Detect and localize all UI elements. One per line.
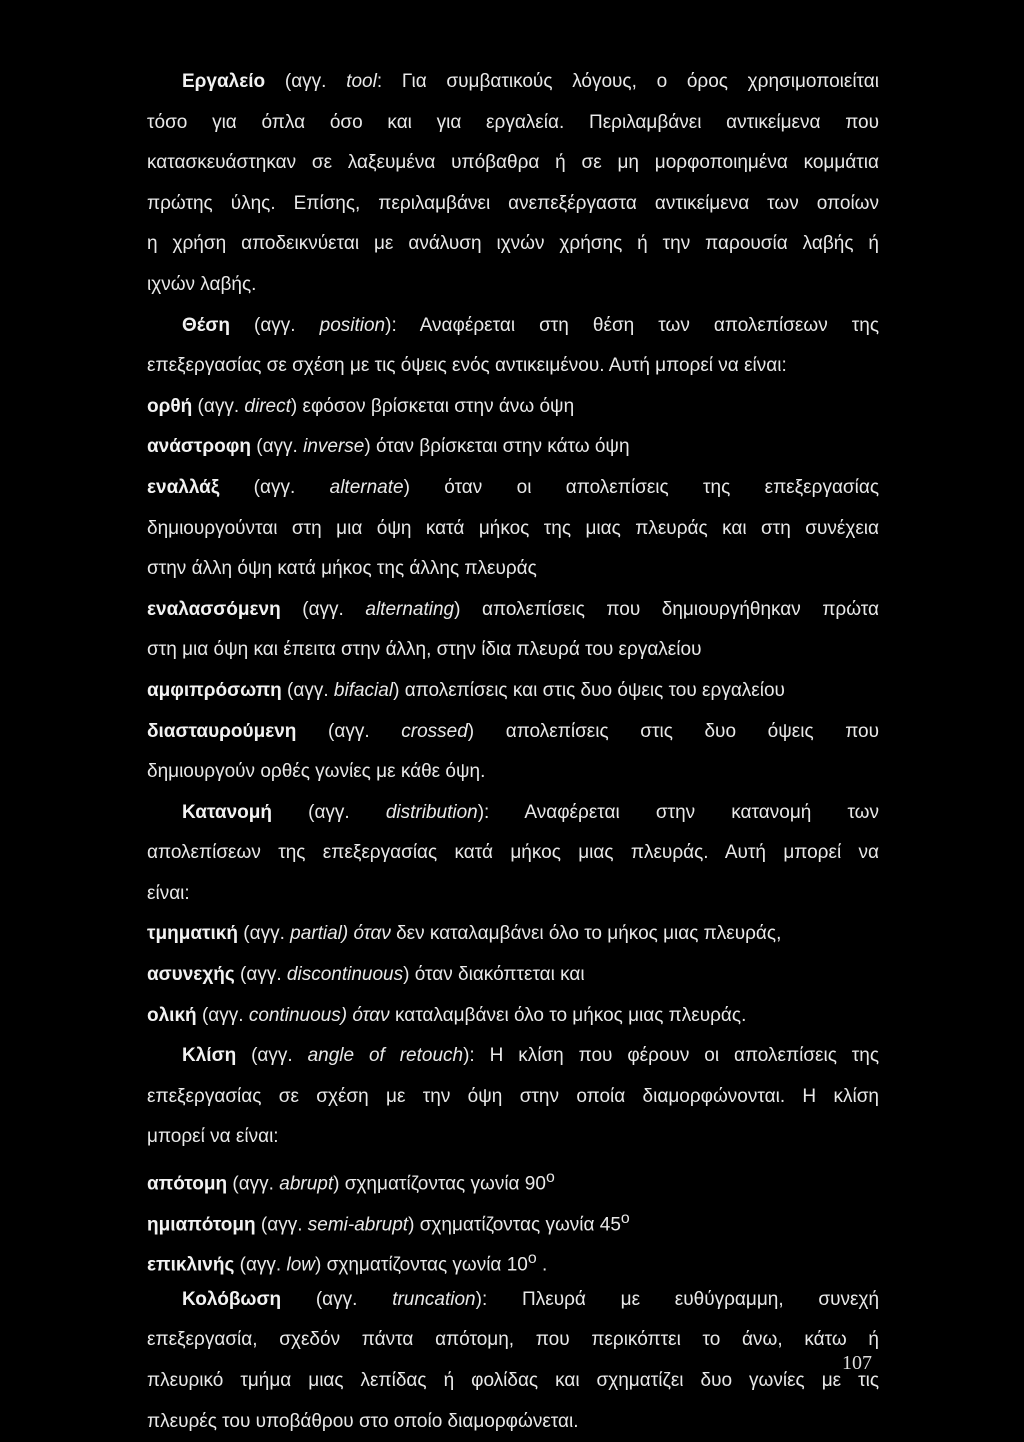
text-line: απολεπίσεων της επεξεργασίας κατά μήκος μιας πλευράς. Αυτή μπορεί να xyxy=(147,842,879,864)
text-line: στην άλλη όψη κατά μήκος της άλλης πλευράς xyxy=(147,558,537,580)
term-label: επικλινής xyxy=(147,1254,235,1276)
term-label: ημιαπότομη xyxy=(147,1213,256,1235)
text-line: ιχνών λαβής. xyxy=(147,273,257,295)
text-line: ημιαπότομη (αγγ. semi-abrupt) σχηματίζοντας γωνία $45^o$ xyxy=(147,1209,630,1235)
text-line: ασυνεχής (αγγ. discontinuous) όταν διακόπτεται και xyxy=(147,964,585,986)
text-line: απότομη (αγγ. abrupt) σχηματίζοντας γωνία $90^o$ xyxy=(147,1169,555,1195)
text-line: είναι: xyxy=(147,882,190,904)
text-line: Θέση (αγγ. position): Αναφέρεται στη θέση των απολεπίσεων της xyxy=(182,314,879,336)
text-line: εναλλάξ (αγγ. alternate) όταν οι απολεπίσεις της επεξεργασίας xyxy=(147,476,880,498)
text-line: πλευρές του υποβάθρου στο οποίο διαμορφώνεται. xyxy=(147,1410,579,1432)
term-label: αμφιπρόσωπη xyxy=(147,679,282,701)
term-label: διασταυρούμενη xyxy=(147,720,297,742)
text-line: Κολόβωση (αγγ. truncation): Πλευρά με ευθύγραμμη, συνεχή xyxy=(182,1288,880,1310)
text-line: διασταυρούμενη (αγγ. crossed) απολεπίσεις στις δυο όψεις που xyxy=(147,720,880,742)
term-label: ολική xyxy=(147,1004,197,1026)
text-line: τόσο για όπλα όσο και για εργαλεία. Περιλαμβάνει αντικείμενα που xyxy=(147,111,879,133)
term-heading: Κλίση xyxy=(182,1045,237,1067)
term-label: ανάστροφη xyxy=(147,436,251,458)
term-label: απότομη xyxy=(147,1173,228,1195)
page-number: 107 xyxy=(842,1352,872,1374)
text-line: ορθή (αγγ. direct) εφόσον βρίσκεται στην άνω όψη xyxy=(147,395,575,417)
text-line: επεξεργασίας σε σχέση με τις όψεις ενός αντικειμένου. Αυτή μπορεί να είναι: xyxy=(147,355,787,377)
document-body xyxy=(147,62,879,1442)
term-heading: Κολόβωση xyxy=(182,1288,282,1310)
term-heading: Κατανομή xyxy=(182,801,272,823)
term-label: τμηματική xyxy=(147,923,238,945)
text-line: πλευρικό τμήμα μιας λεπίδας ή φολίδας και σχηματίζει δυο γωνίες με τις xyxy=(147,1370,879,1391)
text-line: επεξεργασία, σχεδόν πάντα απότομη, που περικόπτει το άνω, κάτω ή xyxy=(147,1329,879,1351)
term-label: ασυνεχής xyxy=(147,964,235,986)
term-label: ορθή xyxy=(147,395,193,417)
text-line: μπορεί να είναι: xyxy=(147,1126,279,1148)
text-line: Κλίση (αγγ. angle of retouch): Η κλίση που φέρουν οι απολεπίσεις της xyxy=(182,1045,880,1067)
text-line: πρώτης ύλης. Επίσης, περιλαμβάνει ανεπεξέργαστα αντικείμενα των οποίων xyxy=(147,192,879,214)
term-heading: Εργαλείο xyxy=(182,71,266,92)
text-line: επικλινής (αγγ. low) σχηματίζοντας γωνία $10^o$ . xyxy=(147,1250,548,1276)
text-line: δημιουργούν ορθές γωνίες με κάθε όψη. xyxy=(147,761,486,783)
term-label: εναλλάξ xyxy=(147,476,220,498)
text-line: κατασκευάστηκαν σε λαξευμένα υπόβαθρα ή σε μη μορφοποιημένα κομμάτια xyxy=(147,152,879,174)
text-line: ανάστροφη (αγγ. inverse) όταν βρίσκεται στην κάτω όψη xyxy=(147,436,630,458)
text-line: στη μια όψη και έπειτα στην άλλη, στην ίδια πλευρά του εργαλείου xyxy=(147,639,702,661)
text-line: Κατανομή (αγγ. distribution): Αναφέρεται στην κατανομή των xyxy=(182,801,880,823)
text-line: τμηματική (αγγ. partial) όταν δεν καταλαμβάνει όλο το μήκος μιας πλευράς, xyxy=(147,923,782,945)
term-heading: Θέση xyxy=(182,314,230,336)
text-line: η χρήση αποδεικνύεται με ανάλυση ιχνών χρήσης ή την παρουσία λαβής ή xyxy=(147,233,879,255)
text-line: εναλασσόμενη (αγγ. alternating) απολεπίσεις που δημιουργήθηκαν πρώτα xyxy=(147,598,880,620)
text-line: δημιουργούνται στη μια όψη κατά μήκος της μιας πλευράς και στη συνέχεια xyxy=(147,517,879,539)
text-line: Εργαλείο (αγγ. tool: Για συμβατικούς λόγους, ο όρος χρησιμοποιείται xyxy=(182,71,879,92)
text-line: αμφιπρόσωπη (αγγ. bifacial) απολεπίσεις και στις δυο όψεις του εργαλείου xyxy=(147,679,785,701)
text-line: επεξεργασίας σε σχέση με την όψη στην οποία διαμορφώνονται. Η κλίση xyxy=(147,1085,879,1107)
term-label: εναλασσόμενη xyxy=(147,598,281,620)
text-line: ολική (αγγ. continuous) όταν καταλαμβάνει όλο το μήκος μιας πλευράς. xyxy=(147,1004,747,1026)
